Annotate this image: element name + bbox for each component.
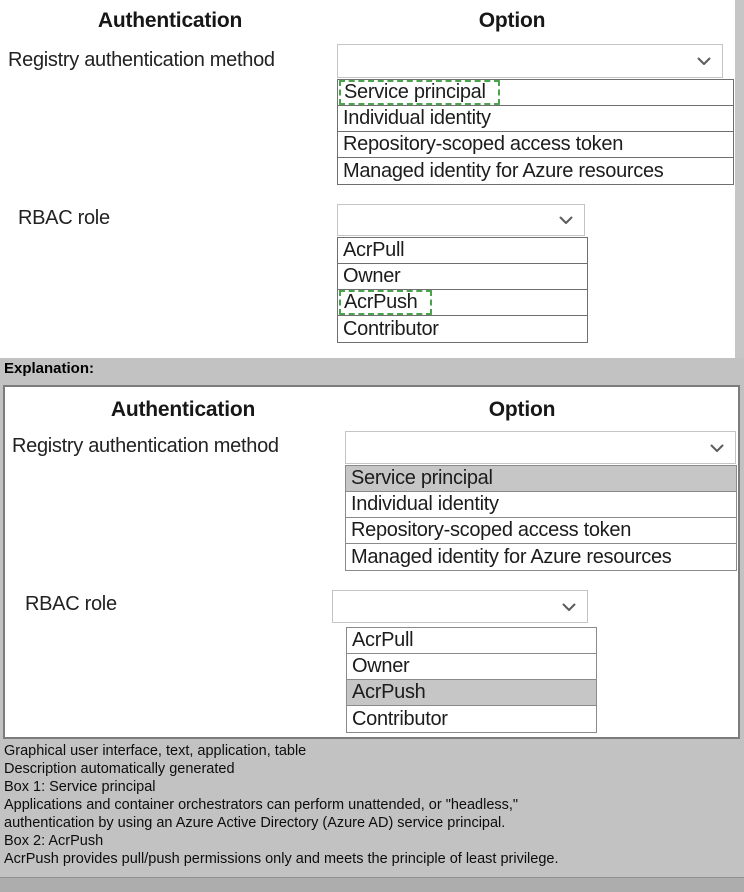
rbac-role-combobox[interactable] bbox=[337, 204, 585, 236]
registry-authentication-method-options bbox=[345, 465, 737, 571]
option-service-principal[interactable] bbox=[338, 80, 733, 106]
column-header-option: Option bbox=[488, 398, 556, 421]
description-line: authentication by using an Azure Active Directory (Azure AD) service principal. bbox=[4, 815, 506, 831]
rbac-role-combobox[interactable] bbox=[332, 590, 588, 623]
option-individual-identity[interactable]: Individual identity bbox=[338, 106, 733, 132]
description-line: Applications and container orchestrators can perform unattended, or "headless," bbox=[4, 797, 519, 813]
label-rbac-role: RBAC role bbox=[25, 593, 117, 615]
description-line: AcrPush provides pull/push permissions only and meets the principle of least privilege. bbox=[4, 851, 559, 867]
chevron-down-icon bbox=[562, 603, 576, 612]
column-header-authentication: Authentication bbox=[97, 9, 243, 32]
option-acrpull[interactable]: AcrPull bbox=[347, 628, 596, 654]
option-service-principal-selected[interactable]: Service principal bbox=[346, 466, 736, 492]
option-acrpush-selected[interactable]: AcrPush bbox=[347, 680, 596, 706]
chevron-down-icon bbox=[710, 444, 724, 453]
option-managed-identity[interactable]: Managed identity for Azure resources bbox=[343, 159, 664, 182]
answer-panel bbox=[3, 385, 740, 739]
right-gutter bbox=[735, 0, 744, 358]
option-managed-identity[interactable]: Managed identity for Azure resources bbox=[351, 545, 672, 568]
description-line: Description automatically generated bbox=[4, 761, 235, 777]
label-registry-authentication-method: Registry authentication method bbox=[8, 49, 275, 71]
label-registry-authentication-method: Registry authentication method bbox=[12, 435, 279, 457]
answer-marker: Service principal bbox=[339, 80, 500, 105]
option-owner[interactable]: Owner bbox=[338, 264, 587, 290]
description-line: Box 1: Service principal bbox=[4, 779, 156, 795]
option-owner[interactable]: Owner bbox=[347, 654, 596, 680]
rbac-role-options bbox=[346, 627, 597, 733]
option-contributor[interactable]: Contributor bbox=[343, 317, 439, 340]
option-contributor[interactable]: Contributor bbox=[352, 707, 448, 730]
registry-authentication-method-combobox[interactable] bbox=[337, 44, 723, 78]
registry-authentication-method-combobox[interactable] bbox=[345, 431, 736, 464]
answer-marker: AcrPush bbox=[339, 290, 432, 315]
bottom-divider-strip bbox=[0, 877, 744, 892]
option-acrpush[interactable] bbox=[338, 290, 587, 316]
option-individual-identity[interactable]: Individual identity bbox=[346, 492, 736, 518]
option-repository-scoped-access-token[interactable]: Repository-scoped access token bbox=[346, 518, 736, 544]
column-header-authentication: Authentication bbox=[110, 398, 256, 421]
label-rbac-role: RBAC role bbox=[18, 207, 110, 229]
option-acrpull[interactable]: AcrPull bbox=[338, 238, 587, 264]
chevron-down-icon bbox=[559, 216, 573, 225]
option-repository-scoped-access-token[interactable]: Repository-scoped access token bbox=[338, 132, 733, 158]
description-line: Box 2: AcrPush bbox=[4, 833, 104, 849]
registry-authentication-method-options bbox=[337, 79, 734, 185]
rbac-role-options bbox=[337, 237, 588, 343]
description-line: Graphical user interface, text, application, table bbox=[4, 743, 307, 759]
question-panel bbox=[0, 0, 744, 358]
explanation-text bbox=[4, 742, 559, 868]
chevron-down-icon bbox=[697, 57, 711, 66]
column-header-option: Option bbox=[478, 9, 546, 32]
explanation-heading: Explanation: bbox=[4, 360, 95, 377]
